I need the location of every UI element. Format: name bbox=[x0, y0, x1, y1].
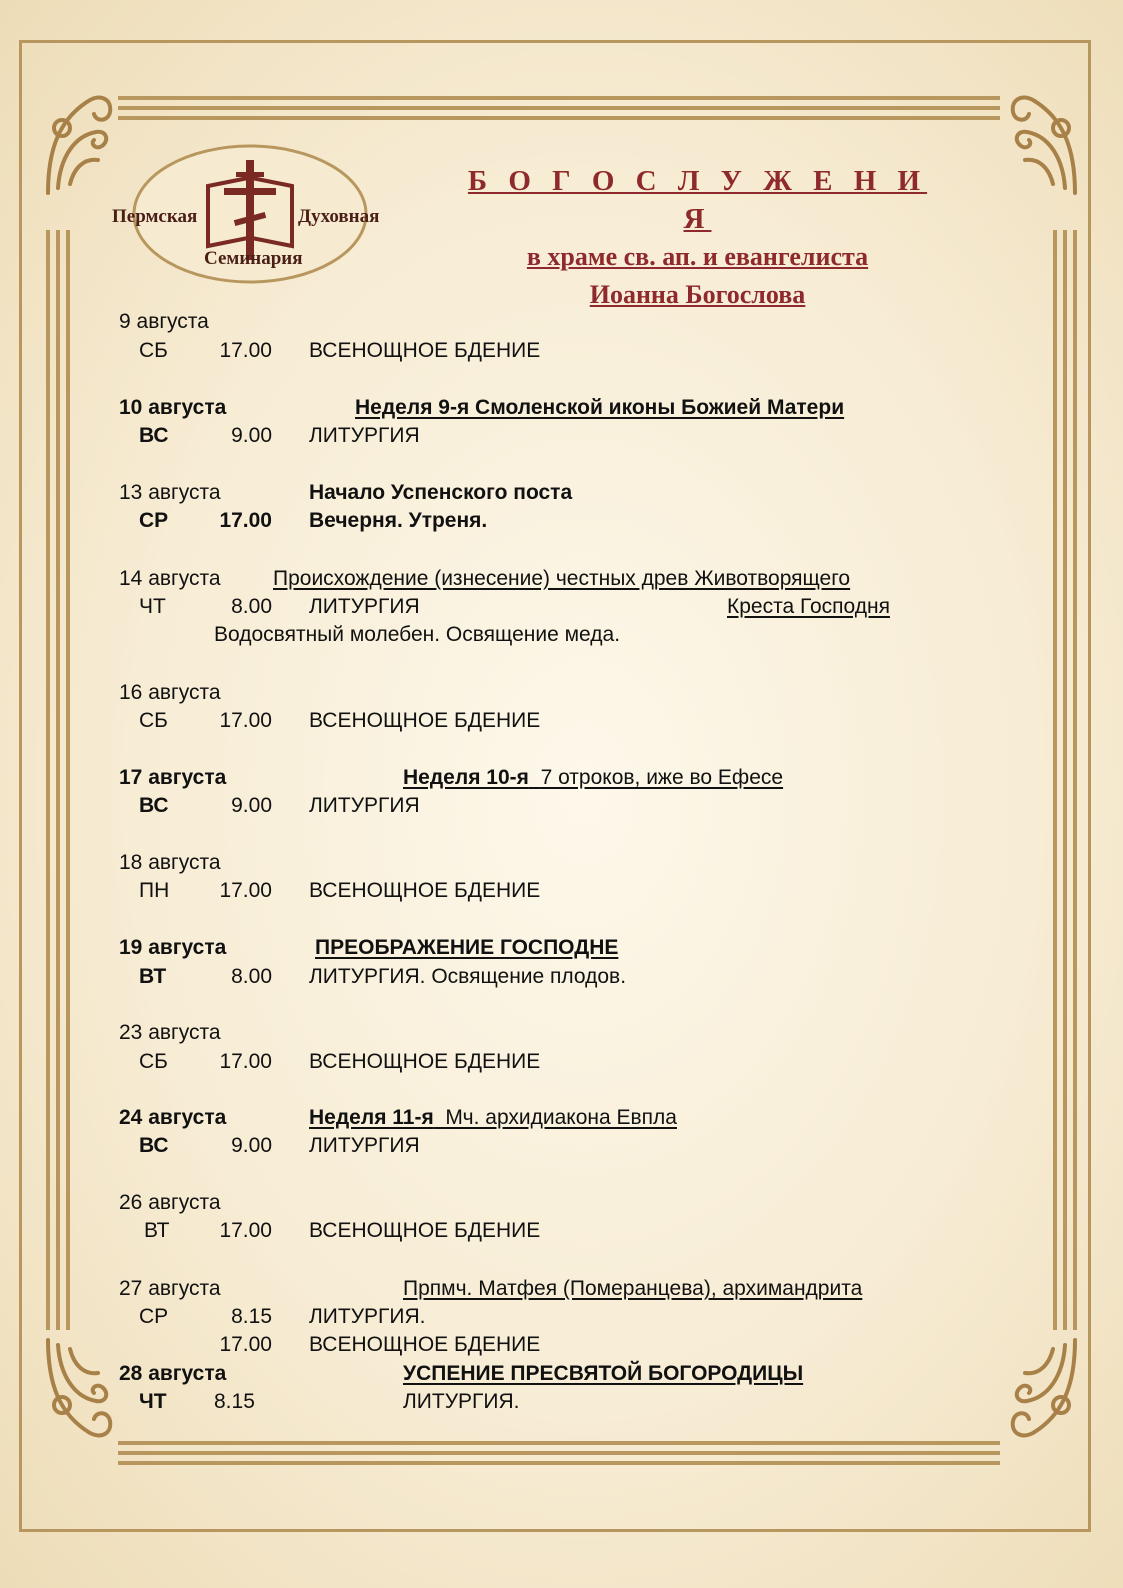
entry-time: 9.00 bbox=[231, 424, 272, 447]
entry-feast: Начало Успенского поста bbox=[309, 481, 573, 504]
entry-service: ВСЕНОЩНОЕ БДЕНИЕ bbox=[309, 1219, 541, 1242]
entry-feast-bold: Неделя 11-я bbox=[309, 1106, 434, 1129]
entry-day: ЧТ bbox=[139, 1390, 167, 1413]
entry-time: 17.00 bbox=[219, 1219, 272, 1242]
entry-day: ВТ bbox=[139, 965, 167, 988]
seminary-logo bbox=[112, 142, 388, 286]
entry-service: ЛИТУРГИЯ. bbox=[309, 1305, 426, 1328]
entry-feast bbox=[309, 1105, 677, 1131]
entry-feast: Неделя 9-я Смоленской иконы Божией Матери bbox=[355, 396, 845, 419]
bottom-rule-1 bbox=[118, 1441, 1000, 1445]
entry-date: 16 августа bbox=[119, 681, 221, 704]
entry-service: ЛИТУРГИЯ bbox=[309, 794, 420, 817]
entry-time: 8.00 bbox=[231, 595, 272, 618]
bottom-rule-3 bbox=[118, 1461, 1000, 1465]
entry-date: 27 августа bbox=[119, 1277, 221, 1300]
entry-service-second: ВСЕНОЩНОЕ БДЕНИЕ bbox=[309, 1333, 541, 1356]
entry-note: Водосвятный молебен. Освящение меда. bbox=[214, 623, 621, 646]
entry-feast: ПРЕОБРАЖЕНИЕ ГОСПОДНЕ bbox=[315, 936, 619, 959]
entry-time: 17.00 bbox=[219, 709, 272, 732]
entry-feast-continued: Креста Господня bbox=[727, 595, 890, 618]
ornament-bottom-right-icon bbox=[1005, 1335, 1083, 1445]
entry-day: ВС bbox=[139, 794, 169, 817]
entry-day: СР bbox=[139, 509, 169, 532]
entry-time: 17.00 bbox=[219, 879, 272, 902]
entry-date: 23 августа bbox=[119, 1021, 221, 1044]
entry-day: ПН bbox=[139, 879, 170, 902]
entry-service: ВСЕНОЩНОЕ БДЕНИЕ bbox=[309, 879, 541, 902]
entry-date: 28 августа bbox=[119, 1362, 227, 1385]
entry-time: 9.00 bbox=[231, 794, 272, 817]
right-rule-2 bbox=[1063, 230, 1067, 1330]
top-rule-1 bbox=[118, 96, 1000, 100]
entry-feast: Происхождение (изнесение) честных древ Животворящего bbox=[273, 567, 851, 590]
entry-service: ЛИТУРГИЯ bbox=[309, 595, 420, 618]
entry-date: 9 августа bbox=[119, 310, 209, 333]
entry-service: ЛИТУРГИЯ. bbox=[403, 1390, 520, 1413]
entry-time: 17.00 bbox=[219, 339, 272, 362]
entry-day: СБ bbox=[139, 709, 168, 732]
entry-date: 10 августа bbox=[119, 396, 227, 419]
entry-feast: Прпмч. Матфея (Померанцева), архимандрита bbox=[403, 1277, 863, 1300]
left-rule-2 bbox=[56, 230, 60, 1330]
entry-time-second: 17.00 bbox=[219, 1333, 272, 1356]
entry-feast-rest: 7 отроков, иже во Ефесе bbox=[540, 766, 784, 789]
ornament-top-left-icon bbox=[40, 88, 118, 198]
top-rule-2 bbox=[118, 106, 1000, 110]
entry-time: 8.15 bbox=[214, 1390, 255, 1413]
right-rule-3 bbox=[1073, 230, 1077, 1330]
entry-service: ЛИТУРГИЯ bbox=[309, 424, 420, 447]
entry-date: 19 августа bbox=[119, 936, 227, 959]
entry-service: ЛИТУРГИЯ. Освящение плодов. bbox=[309, 965, 627, 988]
entry-day: ЧТ bbox=[139, 595, 166, 618]
entry-time: 8.00 bbox=[231, 965, 272, 988]
page-subtitle-line2: Иоанна Богослова bbox=[589, 280, 806, 309]
entry-time: 9.00 bbox=[231, 1134, 272, 1157]
page-title: Б О Г О С Л У Ж Е Н И Я bbox=[467, 165, 928, 235]
page-header bbox=[460, 162, 935, 314]
entry-service: ВСЕНОЩНОЕ БДЕНИЕ bbox=[309, 1050, 541, 1073]
top-rule-3 bbox=[118, 116, 1000, 120]
ornament-bottom-left-icon bbox=[40, 1335, 118, 1445]
bottom-rule-2 bbox=[118, 1451, 1000, 1455]
entry-service: ВСЕНОЩНОЕ БДЕНИЕ bbox=[309, 709, 541, 732]
entry-day: ВС bbox=[139, 424, 169, 447]
right-rule-1 bbox=[1053, 230, 1057, 1330]
left-rule-1 bbox=[46, 230, 50, 1330]
entry-date: 18 августа bbox=[119, 851, 221, 874]
entry-day: ВТ bbox=[144, 1219, 170, 1242]
entry-date: 17 августа bbox=[119, 766, 227, 789]
page-subtitle-line1: в храме св. ап. и евангелиста bbox=[526, 242, 869, 271]
logo-left-text: Пермская bbox=[112, 206, 198, 227]
entry-time: 17.00 bbox=[219, 1050, 272, 1073]
logo-bottom-text: Семинария bbox=[204, 248, 303, 269]
entry-time: 8.15 bbox=[231, 1305, 272, 1328]
entry-feast bbox=[403, 765, 783, 791]
entry-service: ВСЕНОЩНОЕ БДЕНИЕ bbox=[309, 339, 541, 362]
entry-day: ВС bbox=[139, 1134, 169, 1157]
logo-right-text: Духовная bbox=[298, 206, 380, 227]
entry-time: 17.00 bbox=[219, 509, 272, 532]
entry-feast-bold: Неделя 10-я bbox=[403, 766, 529, 789]
entry-feast: УСПЕНИЕ ПРЕСВЯТОЙ БОГОРОДИЦЫ bbox=[403, 1362, 804, 1385]
ornament-top-right-icon bbox=[1005, 88, 1083, 198]
entry-feast-rest: Мч. архидиакона Евпла bbox=[445, 1106, 677, 1129]
entry-date: 24 августа bbox=[119, 1106, 227, 1129]
entry-date: 26 августа bbox=[119, 1191, 221, 1214]
entry-date: 13 августа bbox=[119, 481, 221, 504]
left-rule-3 bbox=[66, 230, 70, 1330]
entry-date: 14 августа bbox=[119, 567, 221, 590]
entry-day: СР bbox=[139, 1305, 169, 1328]
entry-service: Вечерня. Утреня. bbox=[309, 509, 488, 532]
entry-day: СБ bbox=[139, 1050, 168, 1073]
entry-day: СБ bbox=[139, 339, 168, 362]
entry-service: ЛИТУРГИЯ bbox=[309, 1134, 420, 1157]
